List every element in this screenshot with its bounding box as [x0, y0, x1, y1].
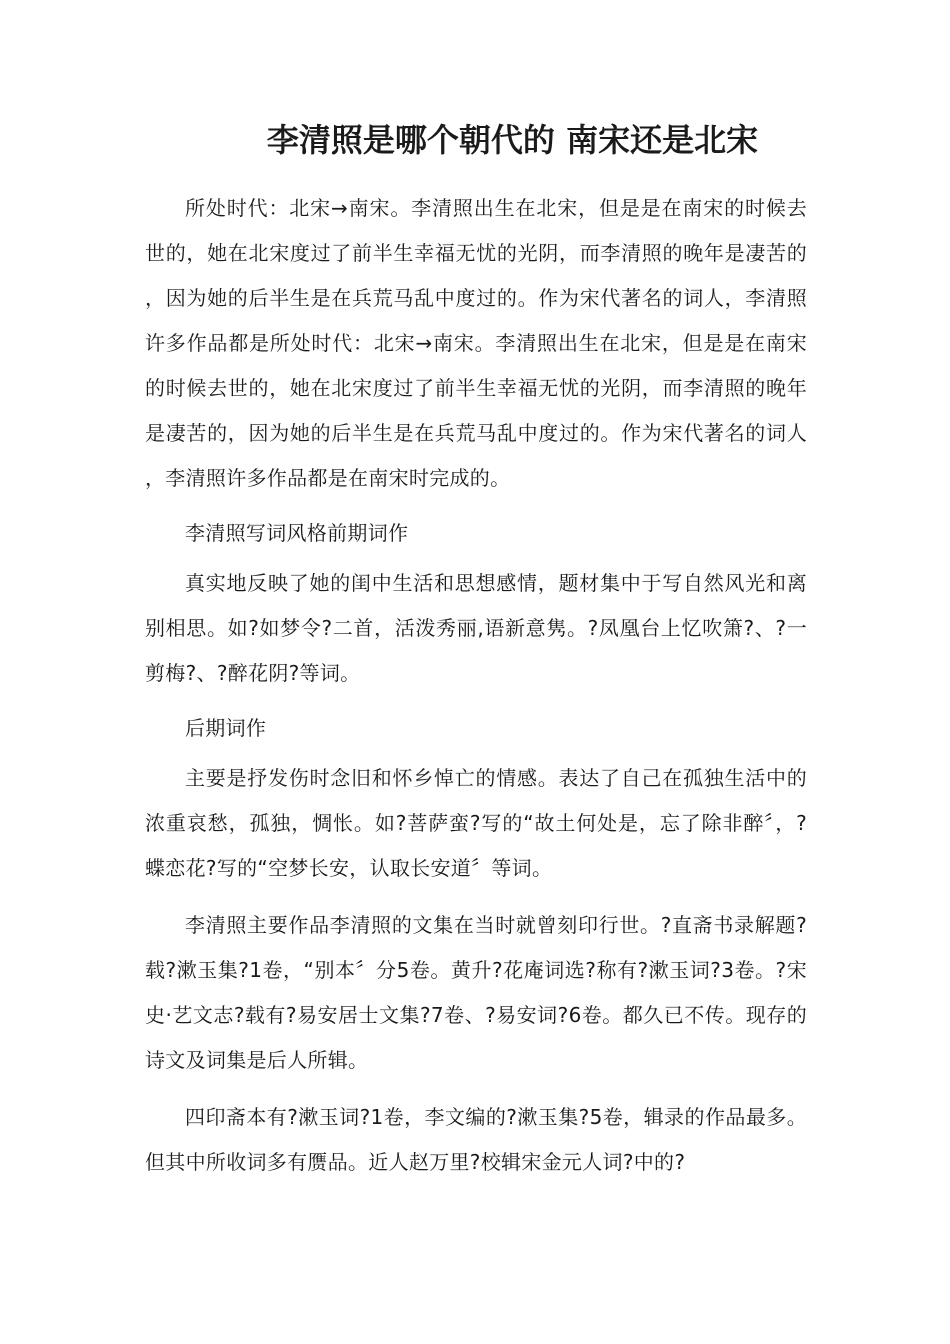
paragraph-era: 所处时代：北宋→南宋。李清照出生在北宋，但是是在南宋的时候去世的，她在北宋度过了前半生幸福无忧的光阴，而李清照的晚年是凄苦的，因为她的后半生是在兵荒马乱中度过的。作为宋代著名的词人，李清照许多作品都是所处时代：北宋→南宋。李清照出生在北宋，但是是在南宋的时候去世的，她在北宋度过了前半生幸福无忧的光阴，而李清照的晚年是凄苦的，因为她的后半生是在兵荒马乱中度过的。作为宋代著名的词人，李清照许多作品都是在南宋时完成的。	[145, 196, 807, 490]
paragraph-editions: 四印斋本有?漱玉词?1卷，李文编的?漱玉集?5卷，辑录的作品最多。但其中所收词多有赝品。近人赵万里?校辑宋金元人词?中的?	[145, 1105, 807, 1174]
paragraph-main-works: 李清照主要作品李清照的文集在当时就曾刻印行世。?直斋书录解题?载?漱玉集?1卷，“别本〞分5卷。黄升?花庵词选?称有?漱玉词?3卷。?宋史·艺文志?载有?易安居士文集?7卷、?易安词?6卷。都久已不传。现存的诗文及词集是后人所辑。	[145, 913, 807, 1072]
paragraph-later-heading: 后期词作	[185, 716, 267, 740]
document-body	[145, 186, 807, 1197]
document-title: 李清照是哪个朝代的 南宋还是北宋	[266, 121, 759, 159]
paragraph-style-heading: 李清照写词风格前期词作	[185, 521, 409, 545]
paragraph-later-works: 主要是抒发伤时念旧和怀乡悼亡的情感。表达了自己在孤独生活中的浓重哀愁，孤独，惆怅。如?菩萨蛮?写的“故土何处是，忘了除非醉〞，?蝶恋花?写的“空梦长安，认取长安道〞等词。	[145, 766, 807, 880]
paragraph-early-works: 真实地反映了她的闺中生活和思想感情，题材集中于写自然风光和离别相思。如?如梦令?二首，活泼秀丽,语新意隽。?凤凰台上忆吹箫?、?一剪梅?、?醉花阴?等词。	[145, 571, 807, 685]
